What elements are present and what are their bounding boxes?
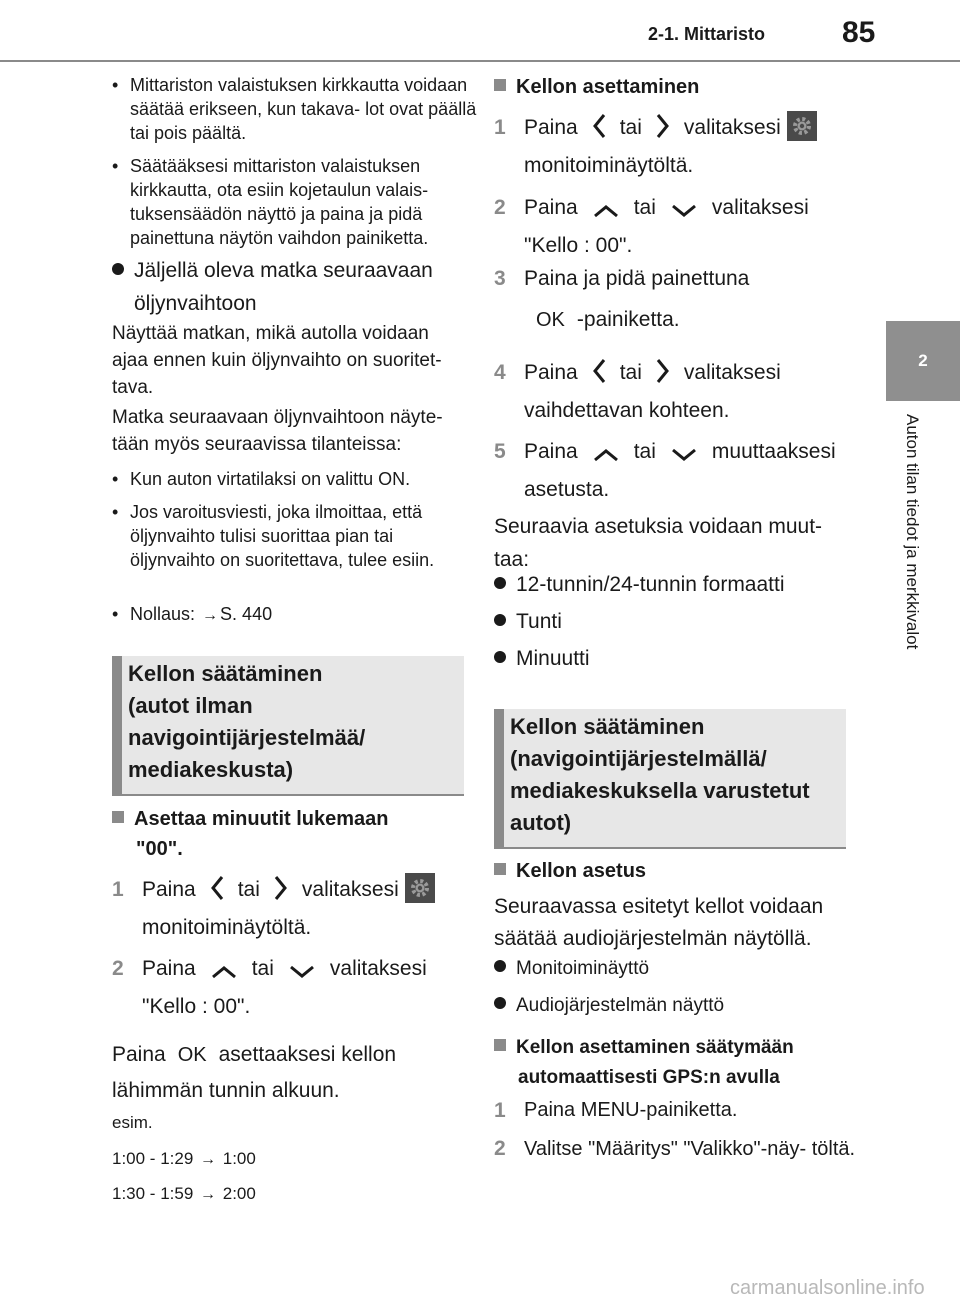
step-text: tai	[633, 196, 656, 219]
step-text: "Kello : 00".	[142, 995, 251, 1018]
list-item: • Mittariston valaistuksen kirkkautta voidaan säätää erikseen, kun takava- lot ovat päällä tai pois päältä.	[112, 75, 477, 143]
box-title-line: mediakeskuksella varustetut	[510, 778, 810, 803]
step-text: tai	[633, 440, 656, 463]
step-text: Paina	[524, 440, 578, 463]
step-text: monitoiminäytöltä.	[142, 916, 312, 939]
square-bullet-icon	[494, 1039, 506, 1051]
paragraph-text: Paina	[112, 1043, 166, 1066]
bullet-dot-icon	[494, 997, 506, 1009]
chevron-right-icon[interactable]	[274, 875, 288, 911]
heading-line: automaattisesti GPS:n avulla	[518, 1067, 780, 1088]
chevron-down-icon[interactable]	[670, 196, 698, 229]
list-item	[494, 610, 846, 634]
step-2	[494, 191, 876, 262]
step-5	[494, 435, 876, 506]
watermark-link[interactable]: carmanualsonline.info	[730, 1277, 925, 1299]
step-2	[112, 952, 494, 1023]
chevron-right-icon[interactable]	[656, 113, 670, 149]
chevron-up-icon[interactable]	[592, 196, 620, 229]
chevron-left-icon[interactable]	[592, 113, 606, 149]
bullet-dot-icon	[494, 960, 506, 972]
step-4	[494, 356, 876, 427]
list-item: • Säätääksesi mittariston valaistuksen kirkkautta, ota esiin kojetaulun valais- tuksensäädön näyttö ja paina ja pidä painettuna näytön vaihdon painiketta.	[112, 156, 429, 248]
chapter-title: Auton tilan tiedot ja merkkivalot	[903, 414, 922, 650]
step-text: valitaksesi	[329, 957, 427, 980]
example-from: 1:30 - 1:59	[112, 1184, 194, 1203]
section-title: 2-1. Mittaristo	[648, 24, 766, 44]
paragraph-text: lähimmän tunnin alkuun.	[112, 1079, 340, 1102]
box-title-line: (navigointijärjestelmällä/	[510, 746, 767, 771]
step-text: valitaksesi	[683, 116, 781, 139]
settings-gear-icon[interactable]	[787, 111, 817, 141]
list-item-text: Mittariston valaistuksen kirkkautta voidaan säätää erikseen, kun takava- lot ovat päällä tai pois päältä.	[130, 75, 477, 143]
box-title-line: navigointijärjestelmää/	[128, 725, 366, 750]
list-item-text: Jos varoitusviesti, joka ilmoittaa, että öljynvaihto tulisi suorittaa pian tai öljynvaihto on suoritettava, tulee esiin.	[130, 502, 435, 570]
square-heading	[494, 72, 870, 102]
chapter-tab[interactable]	[886, 321, 960, 401]
step-1	[494, 1094, 876, 1127]
step-number: 1	[112, 878, 124, 901]
heading-line: "00".	[136, 838, 183, 860]
list-item	[494, 995, 846, 1017]
arrow-right-icon: →	[200, 1186, 217, 1203]
list-item-text: 12-tunnin/24-tunnin formaatti	[516, 573, 785, 596]
chevron-up-icon[interactable]	[210, 957, 238, 990]
arrow-right-icon: →	[202, 607, 219, 624]
chevron-left-icon[interactable]	[592, 358, 606, 394]
section-box-heading	[494, 709, 846, 849]
step-text: valitaksesi	[301, 878, 399, 901]
step-text: monitoiminäytöltä.	[524, 154, 694, 177]
step-text: muuttaaksesi	[711, 440, 836, 463]
step-number: 3	[494, 267, 506, 290]
ok-button-label[interactable]: OK	[177, 1044, 207, 1066]
square-heading	[112, 804, 488, 864]
heading-line: Asettaa minuutit lukemaan	[134, 808, 389, 830]
step-2	[494, 1134, 876, 1164]
bullet-dot-icon	[494, 651, 506, 663]
section-box-heading	[112, 656, 464, 796]
step-number: 1	[494, 116, 506, 139]
header-rule	[0, 60, 960, 62]
heading-line: öljynvaihtoon	[134, 292, 257, 315]
paragraph	[112, 1037, 464, 1109]
step-text: Paina	[524, 116, 578, 139]
heading-line: Jäljellä oleva matka seuraavaan	[134, 259, 433, 282]
ok-button-label[interactable]: OK	[536, 309, 565, 331]
chevron-down-icon[interactable]	[288, 957, 316, 990]
paragraph: Seuraavassa esitetyt kellot voidaan säätää audiojärjestelmän näytöllä.	[494, 895, 824, 950]
chapter-number: 2	[918, 351, 928, 370]
box-title-line: (autot ilman	[128, 693, 253, 718]
step-text: "Kello : 00".	[524, 234, 633, 257]
list-item-text: Säätääksesi mittariston valaistuksen kirkkautta, ota esiin kojetaulun valais- tuksensäädön näyttö ja paina ja pidä painettuna näytön vaihdon painiketta.	[130, 156, 429, 248]
heading-line: Kellon asettaminen	[516, 76, 700, 98]
disc-heading	[112, 254, 464, 320]
list-item-text: Minuutti	[516, 647, 590, 670]
bullet-dot-icon	[494, 614, 506, 626]
page-number: 85	[842, 16, 876, 49]
arrow-right-icon: →	[200, 1151, 217, 1168]
step-text: Valitse "Määritys" "Valikko"-näy- töltä.	[524, 1138, 856, 1160]
step-text: Paina ja pidä painettuna	[524, 267, 750, 290]
chevron-left-icon[interactable]	[210, 875, 224, 911]
step-text: tai	[619, 116, 642, 139]
chevron-up-icon[interactable]	[592, 440, 620, 473]
box-title-line: autot)	[510, 810, 572, 835]
list-item-text: Tunti	[516, 610, 562, 633]
list-item-text: Kun auton virtatilaksi on valittu ON.	[130, 469, 411, 489]
step-text: valitaksesi	[683, 361, 781, 384]
list-item: • Jos varoitusviesti, joka ilmoittaa, että öljynvaihto tulisi suorittaa pian tai öljynvaihto on suoritettava, tulee esiin.	[112, 502, 435, 570]
step-number: 5	[494, 440, 506, 463]
paragraph: Näyttää matkan, mikä autolla voidaan ajaa ennen kuin öljynvaihto on suoritet- tava.	[112, 323, 442, 398]
chevron-down-icon[interactable]	[670, 440, 698, 473]
settings-gear-icon[interactable]	[405, 873, 435, 903]
square-heading	[494, 856, 870, 886]
step-text: Paina	[524, 196, 578, 219]
step-text: vaihdettavan kohteen.	[524, 399, 730, 422]
bullet-dot-icon	[112, 263, 124, 275]
square-bullet-icon	[112, 811, 124, 823]
step-3	[494, 262, 876, 337]
paragraph: Seuraavia asetuksia voidaan muut- taa:	[494, 515, 823, 571]
step-1	[494, 111, 876, 182]
step-1	[112, 873, 494, 944]
square-heading	[494, 1033, 870, 1093]
list-item-text: Audiojärjestelmän näyttö	[516, 995, 725, 1016]
square-bullet-icon	[494, 79, 506, 91]
step-text: tai	[237, 878, 260, 901]
bullet-dot-icon	[494, 577, 506, 589]
step-text: tai	[619, 361, 642, 384]
list-item	[494, 958, 846, 980]
box-title-line: mediakeskusta)	[128, 757, 294, 782]
step-text: -painiketta.	[576, 308, 680, 331]
step-text: tai	[251, 957, 274, 980]
example-label: esim.	[112, 1113, 153, 1132]
paragraph: Matka seuraavaan öljynvaihtoon näyte- tään myös seuraavissa tilanteissa:	[112, 407, 443, 455]
box-title-line: Kellon säätäminen	[510, 714, 705, 739]
box-title-line: Kellon säätäminen	[128, 661, 323, 686]
step-number: 2	[112, 957, 124, 980]
step-number: 4	[494, 361, 506, 384]
reset-label: Nollaus:	[130, 604, 196, 624]
step-text: Paina MENU-painiketta.	[524, 1099, 738, 1121]
list-item	[494, 647, 846, 671]
page-reference-link[interactable]: S. 440	[220, 604, 273, 624]
example-to: 2:00	[222, 1184, 256, 1203]
heading-line: Kellon asetus	[516, 860, 647, 882]
example-from: 1:00 - 1:29	[112, 1149, 194, 1168]
example-row	[112, 1184, 464, 1204]
heading-line: Kellon asettaminen säätymään	[516, 1037, 794, 1058]
list-item-text: Monitoiminäyttö	[516, 958, 650, 979]
step-text: Paina	[524, 361, 578, 384]
example-row	[112, 1149, 464, 1169]
chevron-right-icon[interactable]	[656, 358, 670, 394]
step-number: 1	[494, 1099, 506, 1122]
step-text: Paina	[142, 957, 196, 980]
step-text: Paina	[142, 878, 196, 901]
list-item	[494, 573, 846, 597]
step-number: 2	[494, 196, 506, 219]
step-text: asetusta.	[524, 478, 610, 501]
square-bullet-icon	[494, 863, 506, 875]
example-to: 1:00	[222, 1149, 256, 1168]
step-text: valitaksesi	[711, 196, 809, 219]
paragraph-text: asettaaksesi kellon	[218, 1043, 397, 1066]
list-item: • Nollaus: → S. 440	[112, 604, 273, 624]
list-item: • Kun auton virtatilaksi on valittu ON.	[112, 469, 411, 489]
step-number: 2	[494, 1137, 506, 1160]
